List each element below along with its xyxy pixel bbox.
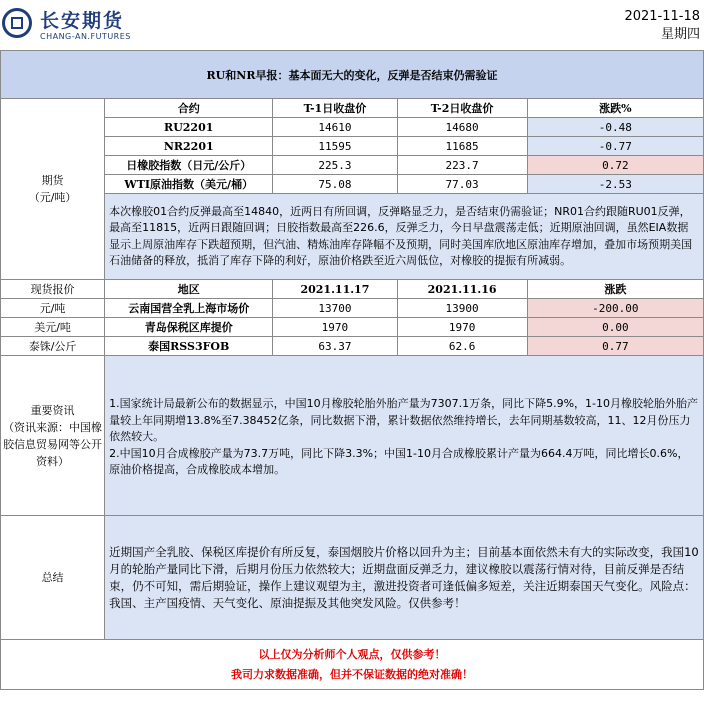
spot-region: 云南国营全乳上海市场价 bbox=[105, 299, 273, 318]
col-t2-close: T-2日收盘价 bbox=[397, 99, 527, 118]
disclaimer-line-1: 以上仅为分析师个人观点，仅供参考！ bbox=[258, 647, 446, 661]
col-change-pct: 涨跌% bbox=[527, 99, 703, 118]
report-date: 2021-11-18 bbox=[624, 9, 700, 24]
table-row bbox=[1, 137, 704, 156]
contract-name: NR2201 bbox=[105, 137, 273, 156]
report-table bbox=[0, 50, 704, 690]
futures-section-label: 期货 （元/吨） bbox=[1, 99, 105, 280]
spot-unit: 泰铢/公斤 bbox=[1, 337, 105, 356]
change-value: -0.77 bbox=[527, 137, 703, 156]
disclaimer bbox=[1, 640, 704, 690]
col-date-2: 2021.11.16 bbox=[397, 280, 527, 299]
spot-unit: 元/吨 bbox=[1, 299, 105, 318]
spot-change: 0.77 bbox=[527, 337, 703, 356]
spot-price-2: 13900 bbox=[397, 299, 527, 318]
col-date-1: 2021.11.17 bbox=[273, 280, 397, 299]
t1-price: 11595 bbox=[273, 137, 397, 156]
spot-price-1: 13700 bbox=[273, 299, 397, 318]
spot-price-1: 63.37 bbox=[273, 337, 397, 356]
spot-price-2: 1970 bbox=[397, 318, 527, 337]
contract-name: RU2201 bbox=[105, 118, 273, 137]
t2-price: 223.7 bbox=[397, 156, 527, 175]
disclaimer-row bbox=[1, 640, 704, 690]
contract-name: WTI原油指数（美元/桶） bbox=[105, 175, 273, 194]
report-date-block bbox=[624, 8, 700, 44]
summary-section-label: 总结 bbox=[1, 516, 105, 640]
disclaimer-line-2: 我司力求数据准确，但并不保证数据的绝对准确！ bbox=[231, 667, 473, 681]
report-title: RU和NR早报：基本面无大的变化，反弹是否结束仍需验证 bbox=[1, 51, 704, 99]
spot-header-row bbox=[1, 280, 704, 299]
report-header bbox=[0, 0, 704, 48]
news-row bbox=[1, 356, 704, 516]
table-row bbox=[1, 175, 704, 194]
futures-commentary: 本次橡胶01合约反弹最高至14840，近两日有所回调，反弹略显乏力，是否结束仍需验证；NR01合约跟随RU01反弹，最高至11815，近两日跟随回调；日胶指数最高至226.6，反弹乏力，今日早盘震荡走低；近期原油回调，虽然EIA数据显示上周原油库存下跌超预期，但汽油、精炼油库存降幅不及预期，同时美国库欣地区原油库存增加，叠加市场预期美国石油储备的释放，抵消了库存下降的利好，原油价格跌至近六周低位，对橡胶的提振有所减弱。 bbox=[105, 194, 704, 280]
summary-row bbox=[1, 516, 704, 640]
logo-emblem-icon bbox=[2, 8, 32, 38]
spot-unit: 美元/吨 bbox=[1, 318, 105, 337]
change-value: -2.53 bbox=[527, 175, 703, 194]
t1-price: 14610 bbox=[273, 118, 397, 137]
spot-price-1: 1970 bbox=[273, 318, 397, 337]
t1-price: 225.3 bbox=[273, 156, 397, 175]
spot-price-2: 62.6 bbox=[397, 337, 527, 356]
table-row bbox=[1, 299, 704, 318]
t2-price: 14680 bbox=[397, 118, 527, 137]
table-row bbox=[1, 318, 704, 337]
futures-header-row bbox=[1, 99, 704, 118]
col-region: 地区 bbox=[105, 280, 273, 299]
table-row bbox=[1, 337, 704, 356]
brand-name-cn: 长安期货 bbox=[40, 10, 125, 32]
table-row bbox=[1, 118, 704, 137]
news-section-label: 重要资讯 （资讯来源：中国橡胶信息贸易网等公开资料） bbox=[1, 356, 105, 516]
col-spot-change: 涨跌 bbox=[527, 280, 703, 299]
col-t1-close: T-1日收盘价 bbox=[273, 99, 397, 118]
spot-region: 泰国RSS3FOB bbox=[105, 337, 273, 356]
spot-change: 0.00 bbox=[527, 318, 703, 337]
col-contract: 合约 bbox=[105, 99, 273, 118]
news-item: 1.国家统计局最新公布的数据显示，中国10月橡胶轮胎外胎产量为7307.1万条，同比下降5.9%，1-10月橡胶轮胎外胎产量较上年同期增13.8%至7.38452亿条，同比数据下滑，累计数据依然维持增长，去年同期基数较高，11、12月份压力依然较大。 bbox=[109, 397, 699, 443]
spot-region: 青岛保税区库提价 bbox=[105, 318, 273, 337]
futures-commentary-row bbox=[1, 194, 704, 280]
brand-name-en: CHANG-AN.FUTURES bbox=[40, 32, 131, 41]
news-content bbox=[105, 356, 704, 516]
spot-change: -200.00 bbox=[527, 299, 703, 318]
t2-price: 11685 bbox=[397, 137, 527, 156]
change-value: 0.72 bbox=[527, 156, 703, 175]
contract-name: 日橡胶指数（日元/公斤） bbox=[105, 156, 273, 175]
spot-section-label: 现货报价 bbox=[1, 280, 105, 299]
t2-price: 77.03 bbox=[397, 175, 527, 194]
change-value: -0.48 bbox=[527, 118, 703, 137]
table-row bbox=[1, 156, 704, 175]
t1-price: 75.08 bbox=[273, 175, 397, 194]
company-logo bbox=[2, 6, 137, 46]
title-row bbox=[1, 51, 704, 99]
news-item: 2.中国10月合成橡胶产量为73.7万吨，同比下降3.3%；中国1-10月合成橡胶累计产量为664.4万吨，同比增长0.6%，原油价格提高，合成橡胶成本增加。 bbox=[109, 446, 689, 476]
report-weekday: 星期四 bbox=[660, 27, 700, 42]
summary-text: 近期国产全乳胶、保税区库提价有所反复，泰国烟胶片价格以回升为主；目前基本面依然未有大的实际改变，我国10月的轮胎产量同比下滑，后期月份压力依然较大；近期盘面反弹乏力，建议橡胶以震荡行情对待，目前反弹是否结束，仍不可知，需后期验证，操作上建议观望为主，激进投资者可逢低偏多短差，关注近期泰国天气变化。风险点：我国、主产国疫情、天气变化、原油提振及其他突发风险。仅供参考！ bbox=[105, 516, 704, 640]
